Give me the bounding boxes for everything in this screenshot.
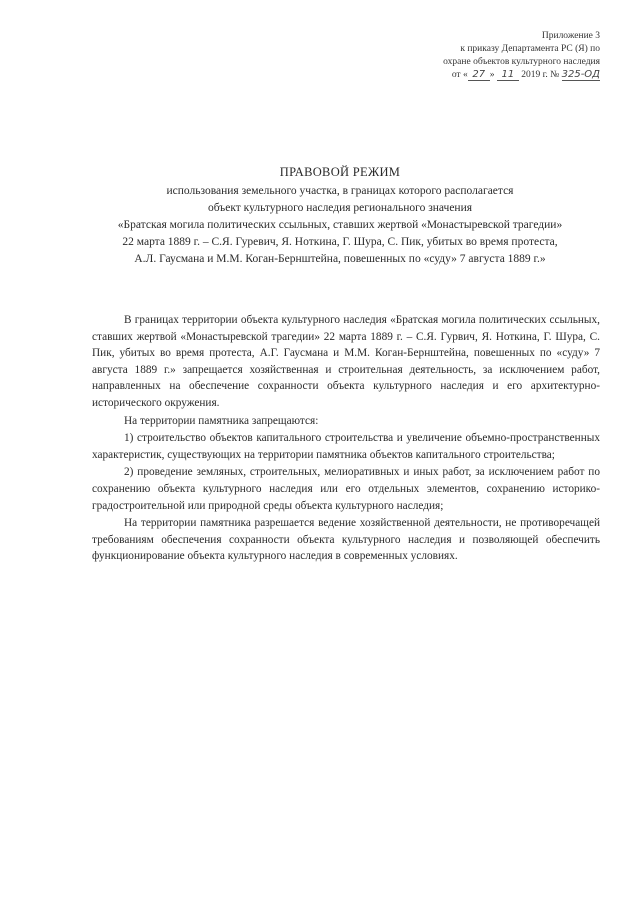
- document-title: ПРАВОВОЙ РЕЖИМ: [279, 165, 401, 179]
- appendix-order-ref: к приказу Департамента РС (Я) по: [460, 44, 600, 54]
- handwritten-day: 27: [468, 69, 490, 81]
- appendix-header: [400, 30, 600, 82]
- date-prefix: от «: [451, 70, 468, 80]
- paragraph-permitted: На территории памятника разрешается ведение хозяйственной деятельности, не противоречащей требованиям обеспечения сохранности объекта культурного наследия и позволяющей обеспечить функционирование объекта культурного наследия в современных условиях.: [92, 517, 600, 563]
- document-title-block: [80, 164, 600, 268]
- paragraph-item-2: 2) проведение земляных, строительных, мелиоративных и иных работ, за исключением работ по сохранению объекта культурного наследия или его отдельных элементов, сохранению историко-градостроительной или природной среды объекта культурного наследия;: [92, 466, 600, 512]
- title-line-4: 22 марта 1889 г. – С.Я. Гуревич, Я. Ноткина, Г. Шура, С. Пик, убитых во время протеста,: [122, 236, 558, 248]
- date-year-text: 2019 г. №: [521, 70, 560, 80]
- title-line-3: «Братская могила политических ссыльных, ставших жертвой «Монастыревской трагедии»: [117, 219, 563, 231]
- appendix-department: охране объектов культурного наследия: [443, 57, 600, 67]
- appendix-date-line: [400, 69, 600, 82]
- title-line-5: А.Л. Гаусмана и М.М. Коган-Бернштейна, повешенных по «суду» 7 августа 1889 г.»: [134, 253, 546, 265]
- title-line-2: объект культурного наследия регионального значения: [207, 202, 473, 214]
- handwritten-order-number: 325-ОД: [561, 69, 600, 80]
- title-line-1: использования земельного участка, в границах которого располагается: [166, 185, 514, 197]
- appendix-label: Приложение 3: [541, 31, 600, 41]
- handwritten-month: 11: [497, 69, 519, 81]
- date-mid: »: [489, 70, 495, 80]
- document-body: [92, 312, 600, 565]
- paragraph-prohibition-general: В границах территории объекта культурного наследия «Братская могила политических ссыльных, ставших жертвой «Монастыревской трагедии» 22 марта 1889 г. – С.Я. Гурвич, Я. Ноткина, Г. Шура, С. Пик, убитых во время протеста, А.Г. Гаусмана и М.М. Коган-Бернштейна, повешенных по «суду» 7 августа 1889 г.» запрещается хозяйственная и строительная деятельность, за исключением работ, направленных на обеспечение сохранности объекта культурного наследия и его архитектурно-исторического окружения.: [92, 314, 600, 409]
- paragraph-prohibited-heading: На территории памятника запрещаются:: [124, 414, 319, 427]
- paragraph-item-1: 1) строительство объектов капитального строительства и увеличение объемно-пространственных характеристик, существующих на территории памятника объектов капитального строительства;: [92, 432, 600, 461]
